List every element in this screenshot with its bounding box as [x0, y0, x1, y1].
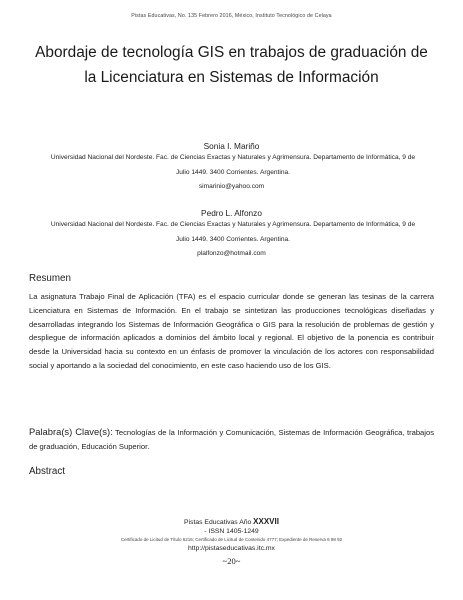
abstract-heading: Abstract: [29, 466, 65, 477]
footer-journal-year: XXXVII: [253, 517, 279, 526]
resumen-body: La asignatura Trabajo Final de Aplicación (TFA) es el espacio curricular donde se generan las tesinas de la carrera Licenciatura en Sistemas de Información. En el trabajo se sintetizan las producciones tecnológicas diseñadas y desarrolladas integrando los Sistemas de Información Geográfica o GIS para la resolución de problemas de gestión y despliegue de información aplicados a dominios del ámbito local y regional. El objetivo de la ponencia es contribuir desde la Universidad hacia su contexto en un énfasis de promover la vinculación de los actores con responsabilidad social y aportando a la sociedad del conocimiento, en este caso haciendo uso de los GIS.: [29, 292, 434, 370]
keywords-paragraph: [29, 425, 434, 454]
footer-certificate: Certificado de Licitud de Título 6216; Certificado de Licitud de Contenido 4777; Expediente de Reserva 6 98 92: [120, 537, 343, 542]
keywords-label: Palabra(s) Clave(s):: [29, 426, 113, 437]
author-email: plalfonzo@hotmail.com: [197, 250, 266, 257]
author-affiliation: Universidad Nacional del Nordeste. Fac. de Ciencias Exactas y Naturales y Agrimensura. Departamento de Informática, 9 de Julio 1449. 3400 Corrientes. Argentina.: [50, 154, 416, 176]
footer-journal-prefix: Pistas Educativas Año: [184, 519, 254, 526]
paper-title: Abordaje de tecnología GIS en trabajos de graduación de la Licenciatura en Sistemas de Información: [35, 44, 428, 86]
footer-issn: - ISSN 1405-1249: [204, 528, 259, 535]
page-number: ~20~: [222, 556, 241, 566]
author-name: Sonia I. Mariño: [203, 141, 260, 151]
author-email: simarinio@yahoo.com: [198, 183, 265, 190]
keywords-text: Tecnologías de la Información y Comunicación, Sistemas de Información Geográfica, trabajos de graduación, Educación Superior.: [29, 428, 434, 451]
author-affiliation: Universidad Nacional del Nordeste. Fac. de Ciencias Exactas y Naturales y Agrimensura. Departamento de Informática, 9 de Julio 1449. 3400 Corrientes. Argentina.: [50, 221, 416, 243]
resumen-heading: Resumen: [29, 273, 71, 284]
footer-journal: [0, 517, 463, 526]
footer-url[interactable]: http://pistaseducativas.itc.mx: [188, 545, 275, 552]
running-header: Pistas Educativas, No. 135 Febrero 2016, México, Instituto Tecnológico de Celaya: [131, 13, 332, 19]
author-name: Pedro L. Alfonzo: [201, 208, 262, 218]
